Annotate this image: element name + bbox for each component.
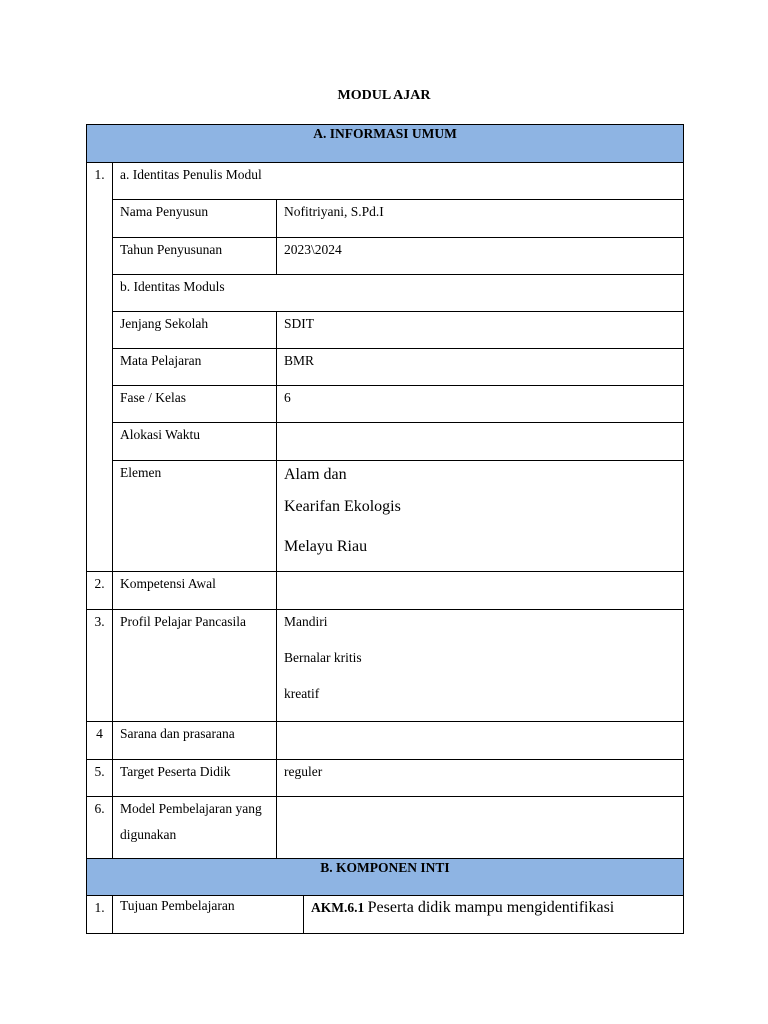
table-row [87,163,684,200]
model-pembelajaran-text: Model Pembelajaran yang digunakan [120,801,262,842]
model-pembelajaran-label [113,797,277,859]
table-row [87,572,684,610]
table-row [87,797,684,859]
row-number: 1. [87,163,113,610]
fase-kelas-label: Fase / Kelas [113,386,277,423]
mata-pelajaran-label: Mata Pelajaran [113,349,277,386]
sarana-label: Sarana dan prasarana [113,722,277,760]
profil-pelajar-value [277,610,684,722]
section-b-header: B. KOMPONEN INTI [87,859,684,896]
alokasi-waktu-value [277,423,684,461]
target-peserta-label: Target Peserta Didik [113,760,277,797]
table-row [87,423,684,461]
profil-pelajar-label: Profil Pelajar Pancasila [113,610,277,722]
nama-penyusun-label: Nama Penyusun [113,200,277,238]
row-number: 3. [87,610,113,722]
profil-item: kreatif [284,685,320,701]
table-row [87,461,684,572]
row-number: 1. [87,896,113,934]
tujuan-label-text: Tujuan Pembelajaran [120,898,235,913]
nama-penyusun-value: Nofitriyani, S.Pd.I [277,200,684,238]
kompetensi-awal-value [277,572,684,610]
row-number: 6. [87,797,113,859]
document-title: MODUL AJAR [337,88,431,103]
identitas-penulis-heading: a. Identitas Penulis Modul [113,163,684,200]
elemen-label: Elemen [113,461,277,572]
module-table-lower [86,571,684,934]
identitas-moduls-heading: b. Identitas Moduls [113,275,684,312]
akm-text: Peserta didik mampu mengidentifikasi [367,899,615,916]
tujuan-pembelajaran-value [304,896,684,934]
elemen-value [277,461,684,572]
table-row [87,722,684,760]
tahun-penyusunan-value: 2023\2024 [277,238,684,275]
table-row [87,610,684,722]
section-a-header-row [87,125,684,163]
table-row [87,275,684,312]
profil-item: Bernalar kritis [284,649,362,665]
elemen-line: Melayu Riau [284,538,368,555]
row-number: 5. [87,760,113,797]
profil-item: Mandiri [284,614,328,629]
table-row [87,386,684,423]
akm-code: AKM.6.1 [311,900,365,915]
table-row [87,238,684,275]
kompetensi-awal-label: Kompetensi Awal [113,572,277,610]
jenjang-sekolah-label: Jenjang Sekolah [113,312,277,349]
tahun-penyusunan-label: Tahun Penyusunan [113,238,277,275]
table-row [87,896,684,934]
fase-kelas-value: 6 [277,386,684,423]
table-row [87,200,684,238]
elemen-line: Kearifan Ekologis [284,498,401,515]
jenjang-sekolah-value: SDIT [277,312,684,349]
row-number: 4 [87,722,113,760]
table-row [87,349,684,386]
sarana-value [277,722,684,760]
module-table [86,124,684,610]
section-a-header: A. INFORMASI UMUM [87,125,684,163]
model-pembelajaran-value [277,797,684,859]
mata-pelajaran-value: BMR [277,349,684,386]
tujuan-split [113,896,303,933]
table-row [87,760,684,797]
tujuan-pembelajaran-label [113,896,304,934]
alokasi-waktu-label: Alokasi Waktu [113,423,277,461]
elemen-line: Alam dan [284,466,347,483]
row-number: 2. [87,572,113,610]
table-row [87,312,684,349]
section-b-header-row [87,859,684,896]
target-peserta-value: reguler [277,760,684,797]
